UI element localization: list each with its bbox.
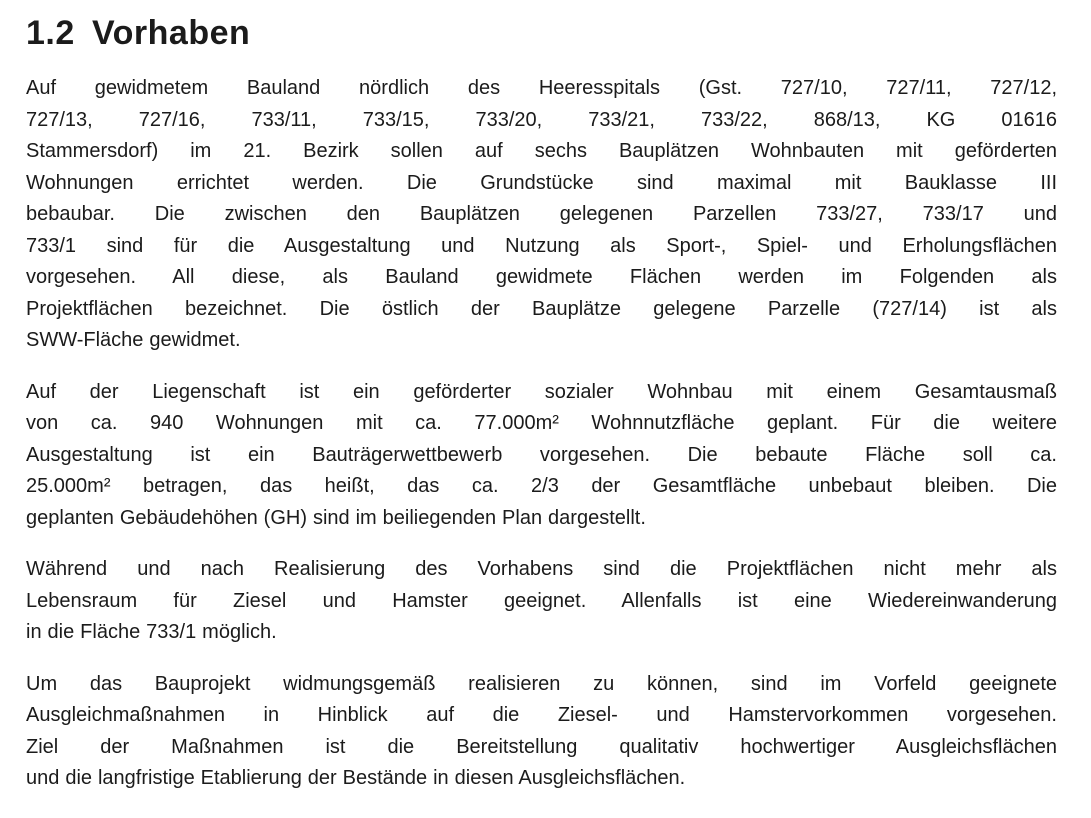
text-line: vorgesehen. All diese, als Bauland gewidmete Flächen werden im Folgenden als xyxy=(26,266,1057,288)
text-line: in die Fläche 733/1 möglich. xyxy=(26,621,277,643)
text-line: Ausgestaltung ist ein Bauträgerwettbewerb vorgesehen. Die bebaute Fläche soll ca. xyxy=(26,443,1057,466)
paragraph xyxy=(26,554,1057,649)
text-line: Ausgleichmaßnahmen in Hinblick auf die Ziesel- und Hamstervorkommen vorgesehen. xyxy=(26,704,1057,726)
paragraph xyxy=(26,377,1057,535)
text-line: geplanten Gebäudehöhen (GH) sind im beiliegenden Plan dargestellt. xyxy=(26,506,646,529)
text-line: Auf der Liegenschaft ist ein geförderter sozialer Wohnbau mit einem Gesamtausmaß xyxy=(26,380,1057,403)
text-line: und die langfristige Etablierung der Bestände in diesen Ausgleichsflächen. xyxy=(26,767,686,789)
text-line: Während und nach Realisierung des Vorhabens sind die Projektflächen nicht mehr als xyxy=(26,558,1057,580)
paragraph xyxy=(26,669,1057,795)
text-line: Wohnungen errichtet werden. Die Grundstücke sind maximal mit Bauklasse III xyxy=(26,171,1057,194)
text-line: Um das Bauprojekt widmungsgemäß realisieren zu können, sind im Vorfeld geeignete xyxy=(26,672,1057,695)
text-line: Ziel der Maßnahmen ist die Bereitstellung qualitativ hochwertiger Ausgleichsflächen xyxy=(26,735,1057,758)
text-line: von ca. 940 Wohnungen mit ca. 77.000m² Wohnnutzfläche geplant. Für die weitere xyxy=(26,412,1057,434)
text-line: SWW-Fläche gewidmet. xyxy=(26,329,241,351)
section-number: 1.2 xyxy=(26,14,75,52)
text-line: Auf gewidmetem Bauland nördlich des Heeresspitals (Gst. 727/10, 727/11, 727/12, xyxy=(26,77,1057,99)
paragraph xyxy=(26,73,1057,357)
text-line: 25.000m² betragen, das heißt, das ca. 2/3 der Gesamtfläche unbebaut bleiben. Die xyxy=(26,475,1057,497)
text-line: Stammersdorf) im 21. Bezirk sollen auf sechs Bauplätzen Wohnbauten mit geförderten xyxy=(26,140,1057,162)
section-heading xyxy=(26,15,1057,51)
text-line: 733/1 sind für die Ausgestaltung und Nutzung als Sport-, Spiel- und Erholungsflächen xyxy=(26,234,1057,257)
text-line: bebaubar. Die zwischen den Bauplätzen gelegenen Parzellen 733/27, 733/17 und xyxy=(26,203,1057,225)
section-title: Vorhaben xyxy=(92,14,251,52)
text-line: Projektflächen bezeichnet. Die östlich der Bauplätze gelegene Parzelle (727/14) ist als xyxy=(26,297,1057,320)
text-line: Lebensraum für Ziesel und Hamster geeignet. Allenfalls ist eine Wiedereinwanderung xyxy=(26,589,1057,612)
text-line: 727/13, 727/16, 733/11, 733/15, 733/20, 733/21, 733/22, 868/13, KG 01616 xyxy=(26,108,1057,131)
body-text xyxy=(26,73,1057,795)
